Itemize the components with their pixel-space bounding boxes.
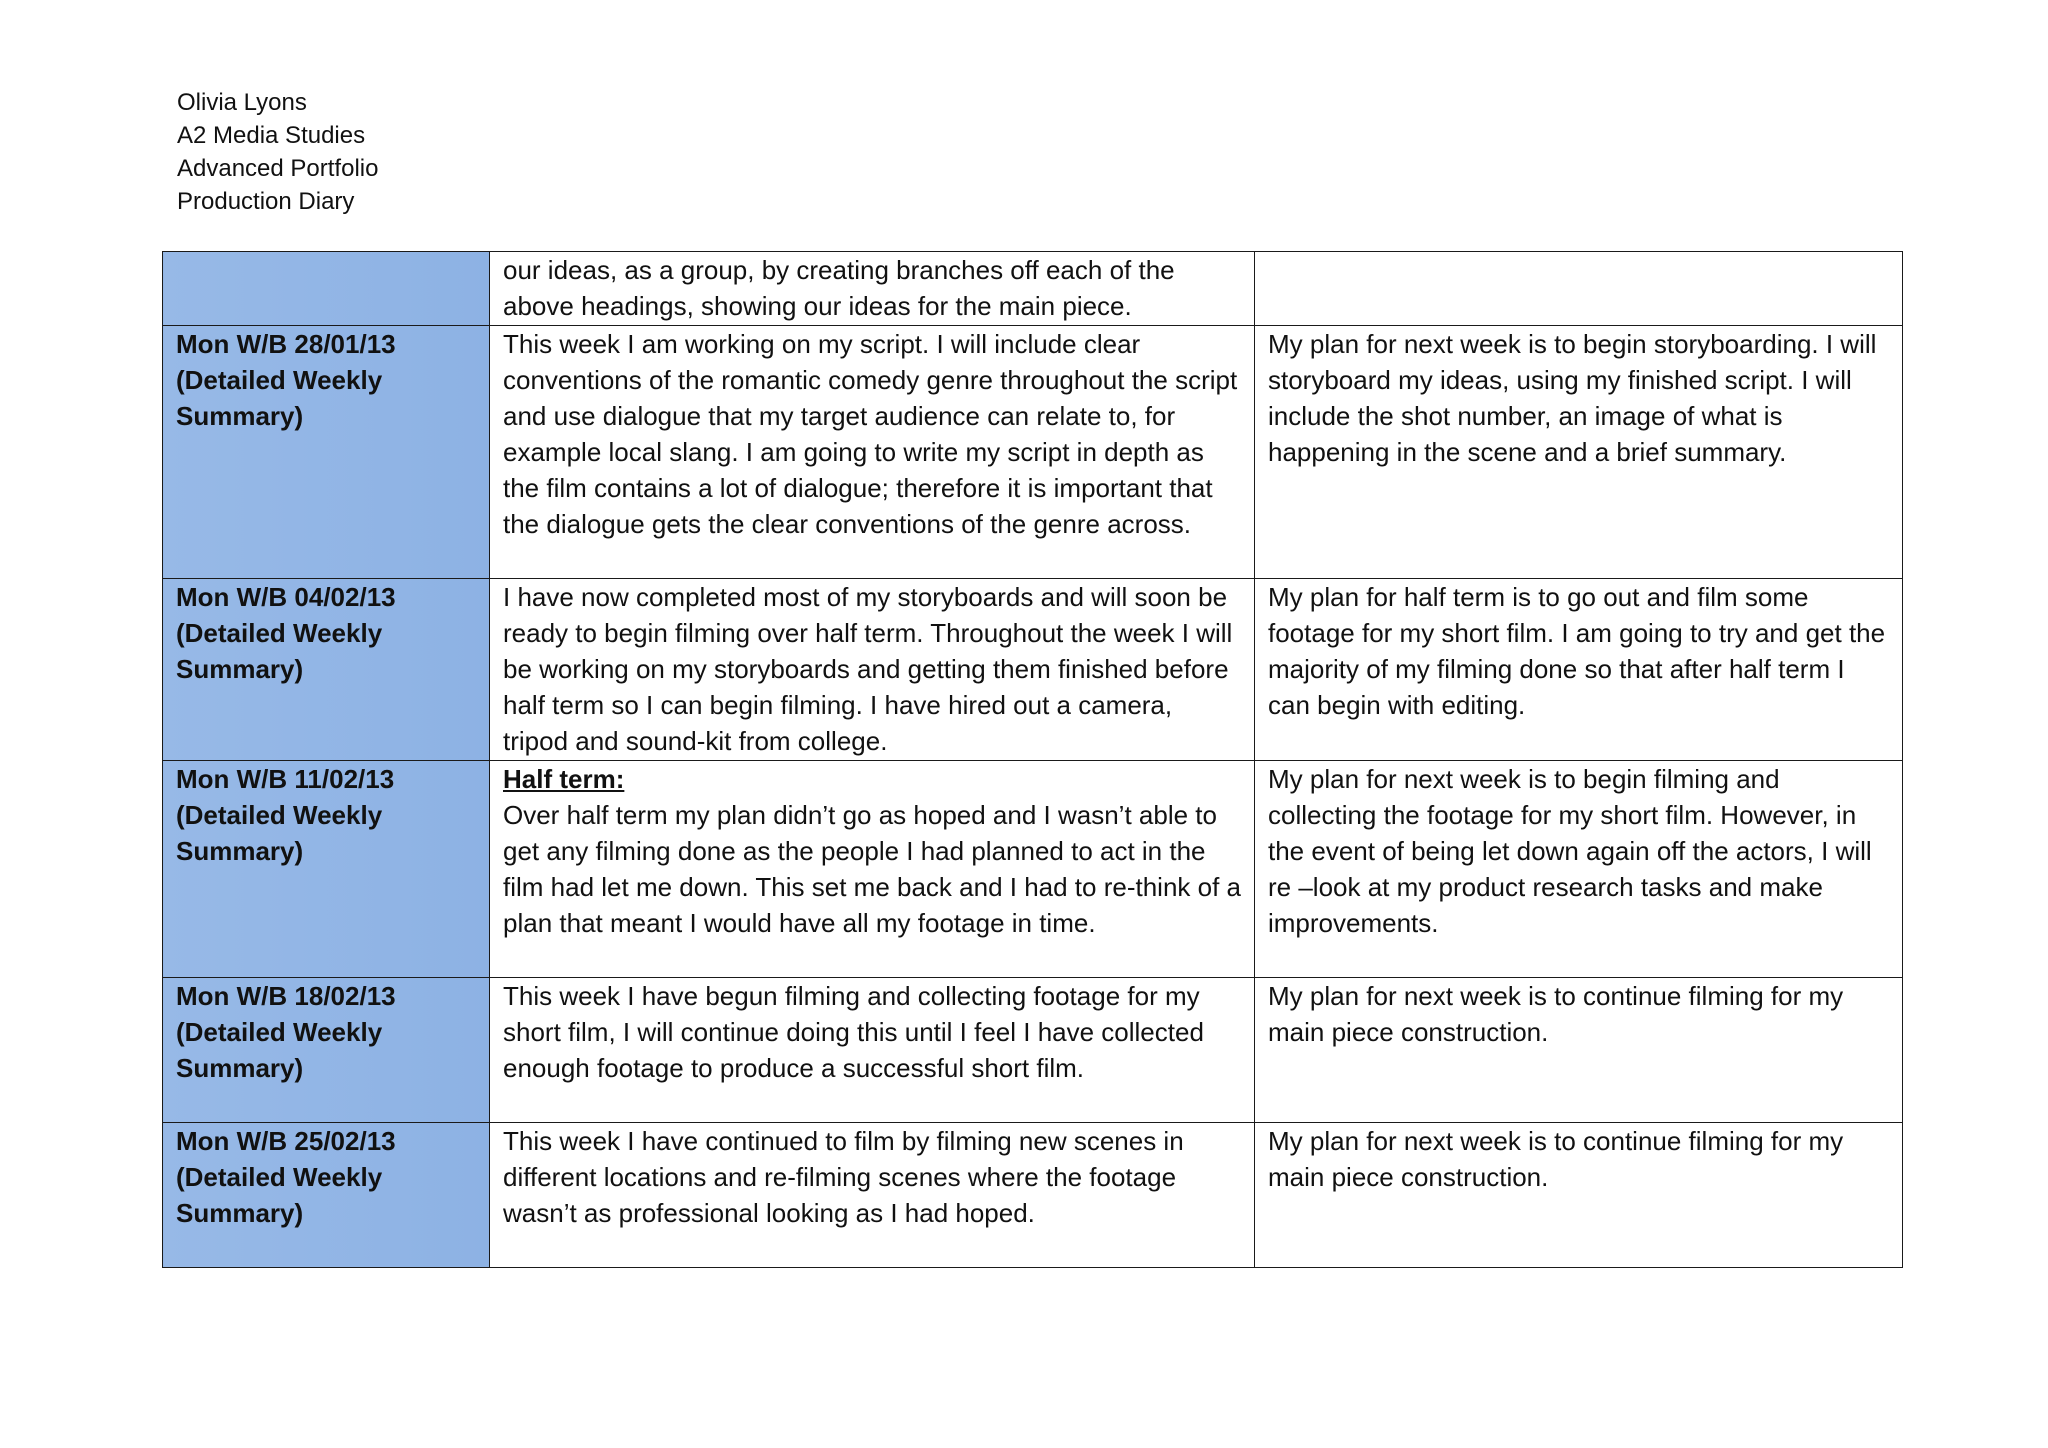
weekly-progress-text: This week I am working on my script. I will include clear conventions of the romantic comedy genre throughout the script and use dialogue that my target audience can relate to, for example local slang. I am going to write my script in depth as the film contains a lot of dialogue; therefore it is important that the dialogue gets the clear conventions of the genre across. [503, 329, 1238, 539]
summary-label: (Detailed Weekly Summary) [176, 1017, 383, 1083]
week-date: Mon W/B 18/02/13 [176, 981, 396, 1011]
weekly-progress-cell [490, 579, 1255, 761]
table-row [163, 1123, 1903, 1268]
week-date-cell [163, 978, 490, 1123]
table-row [163, 326, 1903, 579]
week-date: Mon W/B 04/02/13 [176, 582, 396, 612]
document-title: Production Diary [177, 188, 355, 215]
document-header [177, 86, 378, 218]
weekly-progress-text: our ideas, as a group, by creating branches off each of the above headings, showing our ideas for the main piece. [503, 255, 1175, 321]
author-name: Olivia Lyons [177, 89, 307, 116]
table-row [163, 252, 1903, 326]
table-row [163, 761, 1903, 978]
week-date-cell [163, 326, 490, 579]
portfolio-title: Advanced Portfolio [177, 155, 379, 182]
next-week-plan-cell [1255, 1123, 1903, 1268]
table-row [163, 579, 1903, 761]
summary-label: (Detailed Weekly Summary) [176, 618, 383, 684]
next-week-plan-text: My plan for next week is to continue filming for my main piece construction. [1268, 981, 1844, 1047]
weekly-progress-cell [490, 978, 1255, 1123]
summary-label: (Detailed Weekly Summary) [176, 365, 383, 431]
weekly-progress-text: This week I have continued to film by filming new scenes in different locations and re-filming scenes where the footage wasn’t as professional looking as I had hoped. [503, 1126, 1184, 1228]
next-week-plan-cell [1255, 579, 1903, 761]
week-date-cell [163, 579, 490, 761]
week-date-cell [163, 1123, 490, 1268]
week-date: Mon W/B 11/02/13 [176, 764, 395, 794]
weekly-progress-text: This week I have begun filming and collecting footage for my short film, I will continue doing this until I feel I have collected enough footage to produce a successful short film. [503, 981, 1204, 1083]
week-date: Mon W/B 25/02/13 [176, 1126, 396, 1156]
next-week-plan-cell [1255, 978, 1903, 1123]
next-week-plan-cell [1255, 252, 1903, 326]
weekly-progress-cell [490, 326, 1255, 579]
weekly-progress-text: I have now completed most of my storyboards and will soon be ready to begin filming over half term. Throughout the week I will be working on my storyboards and getting them finished before half term so I can begin filming. I have hired out a camera, tripod and sound-kit from college. [503, 582, 1233, 756]
next-week-plan-cell [1255, 761, 1903, 978]
production-diary-table [162, 251, 1903, 1268]
course-title: A2 Media Studies [177, 122, 366, 149]
week-date-cell [163, 252, 490, 326]
week-date: Mon W/B 28/01/13 [176, 329, 396, 359]
next-week-plan-text: My plan for next week is to begin storyboarding. I will storyboard my ideas, using my finished script. I will include the shot number, an image of what is happening in the scene and a brief summary. [1268, 329, 1877, 467]
summary-label: (Detailed Weekly Summary) [176, 1162, 383, 1228]
weekly-progress-cell [490, 1123, 1255, 1268]
next-week-plan-text: My plan for next week is to begin filming and collecting the footage for my short film. However, in the event of being let down again off the actors, I will re –look at my product research tasks and make improvements. [1268, 764, 1872, 938]
next-week-plan-cell [1255, 326, 1903, 579]
week-date-cell [163, 761, 490, 978]
summary-label: (Detailed Weekly Summary) [176, 800, 383, 866]
weekly-progress-cell [490, 252, 1255, 326]
next-week-plan-text: My plan for next week is to continue filming for my main piece construction. [1268, 1126, 1844, 1192]
next-week-plan-text: My plan for half term is to go out and film some footage for my short film. I am going to try and get the majority of my filming done so that after half term I can begin with editing. [1268, 582, 1886, 720]
half-term-heading: Half term: [503, 764, 625, 794]
weekly-progress-cell [490, 761, 1255, 978]
weekly-progress-text: Over half term my plan didn’t go as hoped and I wasn’t able to get any filming done as the people I had planned to act in the film had let me down. This set me back and I had to re-think of a plan that meant I would have all my footage in time. [503, 800, 1242, 938]
table-row [163, 978, 1903, 1123]
